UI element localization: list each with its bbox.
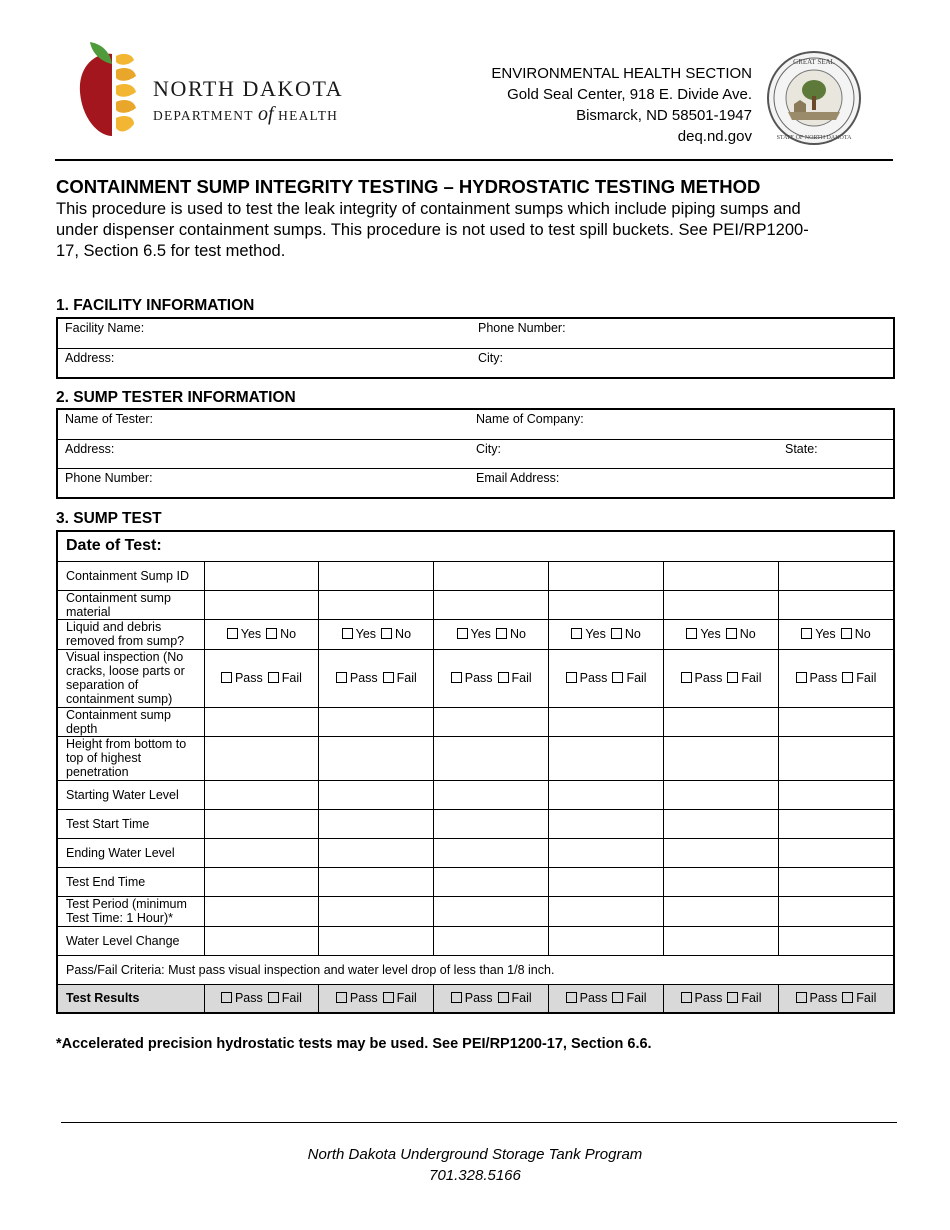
org-street: Gold Seal Center, 918 E. Divide Ave. [507,86,752,103]
footer [0,1144,950,1186]
test-results-row [57,984,894,1013]
header-divider [55,159,893,161]
facility-name-field[interactable]: Facility Name: [65,321,145,335]
table-row [57,736,894,780]
fail-checkbox[interactable]: Fail [612,991,646,1005]
input-cell[interactable] [319,896,434,926]
input-cell[interactable] [204,707,319,736]
input-cell[interactable] [434,736,549,780]
facility-city-field[interactable]: City: [478,351,503,365]
tester-name-field[interactable]: Name of Tester: [65,412,154,426]
table-row [57,867,894,896]
table-row [57,809,894,838]
section-2-heading: 2. SUMP TESTER INFORMATION [56,389,296,406]
input-cell[interactable] [204,590,319,619]
input-cell[interactable] [549,867,664,896]
input-cell[interactable] [204,561,319,590]
criteria-row [57,955,894,984]
tester-row-3 [58,468,893,497]
fail-checkbox[interactable]: Fail [498,671,532,685]
input-cell[interactable] [319,809,434,838]
input-cell[interactable] [434,809,549,838]
logo-title: NORTH DAKOTA [153,76,344,101]
input-cell[interactable] [664,896,779,926]
input-cell[interactable] [549,780,664,809]
pass-checkbox[interactable]: Pass [796,671,838,685]
input-cell[interactable] [664,736,779,780]
svg-text:STATE OF NORTH DAKOTA: STATE OF NORTH DAKOTA [776,135,852,141]
org-website: deq.nd.gov [677,128,752,145]
table-row [57,590,894,619]
no-checkbox[interactable]: No [496,627,526,641]
section-3-heading: 3. SUMP TEST [56,510,162,527]
sump-test-table [56,530,895,1014]
input-cell[interactable] [434,707,549,736]
no-checkbox[interactable]: No [841,627,871,641]
row-label: Containment sump depth [57,707,204,736]
input-cell[interactable] [434,896,549,926]
input-cell[interactable] [664,809,779,838]
input-cell[interactable] [204,780,319,809]
table-row [57,926,894,955]
input-cell[interactable] [319,561,434,590]
input-cell[interactable] [434,838,549,867]
input-cell[interactable] [778,926,894,955]
input-cell[interactable] [778,590,894,619]
pass-checkbox[interactable]: Pass [796,991,838,1005]
input-cell[interactable] [664,590,779,619]
pass-fail-criteria: Pass/Fail Criteria: Must pass visual inspection and water level drop of less than 1/8 inch. [57,955,894,984]
document-title: CONTAINMENT SUMP INTEGRITY TESTING – HYDROSTATIC TESTING METHOD [56,176,761,197]
input-cell[interactable] [549,707,664,736]
tester-address-field[interactable]: Address: [65,442,115,456]
row-label: Ending Water Level [57,838,204,867]
date-row [57,531,894,561]
input-cell[interactable] [778,838,894,867]
input-cell[interactable] [778,896,894,926]
no-checkbox[interactable]: No [726,627,756,641]
organization-address-block [491,63,752,147]
tester-city-field[interactable]: City: [476,442,501,456]
row-label: Water Level Change [57,926,204,955]
table-row [57,838,894,867]
input-cell[interactable] [549,926,664,955]
facility-information-box [56,317,895,379]
input-cell[interactable] [778,736,894,780]
input-cell[interactable] [664,780,779,809]
pass-checkbox[interactable]: Pass [566,991,608,1005]
section-1-heading: 1. FACILITY INFORMATION [56,297,255,314]
input-cell[interactable] [204,838,319,867]
facility-phone-field[interactable]: Phone Number: [478,321,566,335]
input-cell[interactable] [319,867,434,896]
input-cell[interactable] [549,809,664,838]
pass-checkbox[interactable]: Pass [451,671,493,685]
input-cell[interactable] [664,838,779,867]
input-cell[interactable] [319,736,434,780]
input-cell[interactable] [434,561,549,590]
input-cell[interactable] [549,896,664,926]
input-cell[interactable] [664,926,779,955]
yes-checkbox[interactable]: Yes [342,627,376,641]
footnote: *Accelerated precision hydrostatic tests may be used. See PEI/RP1200-17, Section 6.6. [56,1036,652,1052]
table-row [57,896,894,926]
pass-checkbox[interactable]: Pass [451,991,493,1005]
input-cell[interactable] [319,926,434,955]
row-label: Test Start Time [57,809,204,838]
row-label: Height from bottom to top of highest penetration [57,736,204,780]
input-cell[interactable] [778,707,894,736]
no-checkbox[interactable]: No [611,627,641,641]
footer-phone: 701.328.5166 [429,1167,521,1184]
intro-paragraph: This procedure is used to test the leak integrity of containment sumps which include piping sumps and under dispenser containment sumps. This procedure is not used to test spill buckets. See PEI/RP1200-17, Section 6.5 for test method. [56,200,809,260]
input-cell[interactable] [434,590,549,619]
row-label: Test Results [57,984,204,1013]
tester-information-box [56,408,895,499]
yes-checkbox[interactable]: Yes [801,627,835,641]
input-cell[interactable] [778,561,894,590]
input-cell[interactable] [204,926,319,955]
table-row [57,561,894,590]
input-cell[interactable] [549,838,664,867]
fail-checkbox[interactable]: Fail [268,991,302,1005]
pass-checkbox[interactable]: Pass [221,671,263,685]
fail-checkbox[interactable]: Fail [842,671,876,685]
tester-email-field[interactable]: Email Address: [476,471,560,485]
row-label: Liquid and debris removed from sump? [57,619,204,649]
org-city-state-zip: Bismarck, ND 58501-1947 [576,107,752,124]
row-label: Visual inspection (No cracks, loose parts or separation of containment sump) [57,649,204,707]
input-cell[interactable] [204,896,319,926]
tester-company-field[interactable]: Name of Company: [476,412,584,426]
row-label: Containment sump material [57,590,204,619]
tester-phone-field[interactable]: Phone Number: [65,471,153,485]
row-label: Containment Sump ID [57,561,204,590]
input-cell[interactable] [549,561,664,590]
input-cell[interactable] [549,590,664,619]
fail-checkbox[interactable]: Fail [383,991,417,1005]
input-cell[interactable] [778,780,894,809]
input-cell[interactable] [434,780,549,809]
fail-checkbox[interactable]: Fail [842,991,876,1005]
footer-program-name: North Dakota Underground Storage Tank Program [307,1146,643,1163]
table-row [57,619,894,649]
pass-checkbox[interactable]: Pass [221,991,263,1005]
fail-checkbox[interactable]: Fail [268,671,302,685]
input-cell[interactable] [319,838,434,867]
great-seal-of-north-dakota [766,50,862,146]
yes-checkbox[interactable]: Yes [571,627,605,641]
row-label: Starting Water Level [57,780,204,809]
input-cell[interactable] [204,867,319,896]
svg-text:GREAT SEAL: GREAT SEAL [793,58,835,66]
input-cell[interactable] [664,867,779,896]
row-label: Test Period (minimum Test Time: 1 Hour)* [57,896,204,926]
yes-checkbox[interactable]: Yes [686,627,720,641]
org-section-name: ENVIRONMENTAL HEALTH SECTION [491,65,752,82]
table-row [57,707,894,736]
fail-checkbox[interactable]: Fail [612,671,646,685]
footer-divider [61,1122,897,1123]
facility-address-field[interactable]: Address: [65,351,115,365]
input-cell[interactable] [778,809,894,838]
input-cell[interactable] [664,561,779,590]
yes-checkbox[interactable]: Yes [457,627,491,641]
no-checkbox[interactable]: No [266,627,296,641]
pass-checkbox[interactable]: Pass [336,991,378,1005]
facility-row-1 [58,319,893,348]
input-cell[interactable] [549,736,664,780]
pass-checkbox[interactable]: Pass [336,671,378,685]
facility-row-2 [58,348,893,377]
pass-checkbox[interactable]: Pass [681,671,723,685]
logo-subtitle: DEPARTMENT of HEALTH [153,103,339,125]
table-row [57,780,894,809]
input-cell[interactable] [434,867,549,896]
input-cell[interactable] [204,736,319,780]
pass-checkbox[interactable]: Pass [681,991,723,1005]
row-label: Test End Time [57,867,204,896]
tester-row-2 [58,439,893,468]
yes-checkbox[interactable]: Yes [227,627,261,641]
input-cell[interactable] [778,867,894,896]
fail-checkbox[interactable]: Fail [498,991,532,1005]
fail-checkbox[interactable]: Fail [727,991,761,1005]
date-of-test-field[interactable]: Date of Test: [57,531,894,561]
tester-row-1 [58,410,893,439]
pass-checkbox[interactable]: Pass [566,671,608,685]
input-cell[interactable] [434,926,549,955]
input-cell[interactable] [319,707,434,736]
table-row [57,649,894,707]
input-cell[interactable] [319,780,434,809]
input-cell[interactable] [319,590,434,619]
tester-state-field[interactable]: State: [785,442,818,456]
no-checkbox[interactable]: No [381,627,411,641]
fail-checkbox[interactable]: Fail [383,671,417,685]
input-cell[interactable] [664,707,779,736]
input-cell[interactable] [204,809,319,838]
fail-checkbox[interactable]: Fail [727,671,761,685]
